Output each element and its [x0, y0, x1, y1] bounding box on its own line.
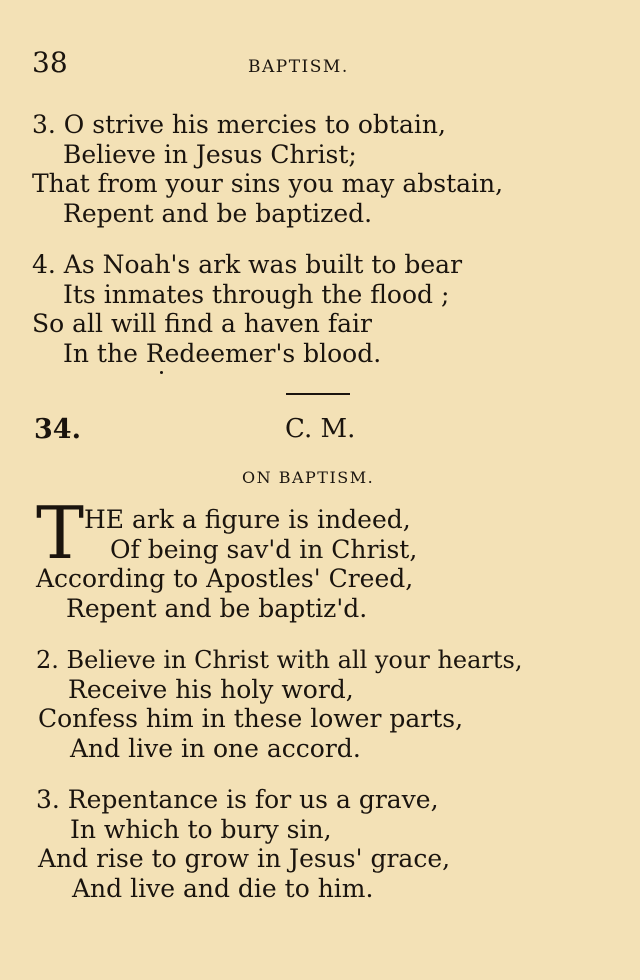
- verse-line: Believe in Jesus Christ;: [63, 140, 357, 169]
- verse-line: According to Apostles' Creed,: [36, 564, 414, 593]
- running-title: BAPTISM.: [248, 57, 349, 77]
- verse-line: In the Redeemer's blood.: [63, 339, 382, 368]
- verse-line: HE ark a figure is indeed,: [84, 505, 411, 534]
- verse-line: Receive his holy word,: [68, 675, 354, 704]
- verse-line: Confess him in these lower parts,: [38, 704, 464, 733]
- hymn-meter: C. M.: [285, 414, 356, 444]
- verse-line: 2. Believe in Christ with all your hearts,: [36, 646, 523, 674]
- page-number: 38: [32, 46, 68, 79]
- hymn-subtitle: ON BAPTISM.: [242, 468, 375, 487]
- section-divider: [286, 393, 350, 395]
- drop-cap: T: [36, 491, 85, 575]
- verse-line: Its inmates through the flood ;: [63, 280, 450, 309]
- verse-line: And rise to grow in Jesus' grace,: [38, 844, 451, 873]
- verse-line: And live in one accord.: [70, 734, 361, 763]
- hymn-number: 34.: [34, 414, 81, 445]
- verse-line: That from your sins you may abstain,: [32, 169, 504, 198]
- verse-line: 3. Repentance is for us a grave,: [36, 785, 439, 814]
- verse-line: So all will find a haven fair: [32, 309, 372, 338]
- verse-line: 4. As Noah's ark was built to bear: [32, 250, 463, 279]
- verse-line: Repent and be baptized.: [63, 199, 373, 228]
- verse-line: Of being sav'd in Christ,: [110, 535, 418, 564]
- verse-line: Repent and be baptiz'd.: [66, 594, 368, 623]
- verse-line: In which to bury sin,: [70, 815, 332, 844]
- ink-speck: [160, 371, 163, 374]
- verse-line: 3. O strive his mercies to obtain,: [32, 110, 446, 139]
- verse-line: And live and die to him.: [72, 874, 374, 903]
